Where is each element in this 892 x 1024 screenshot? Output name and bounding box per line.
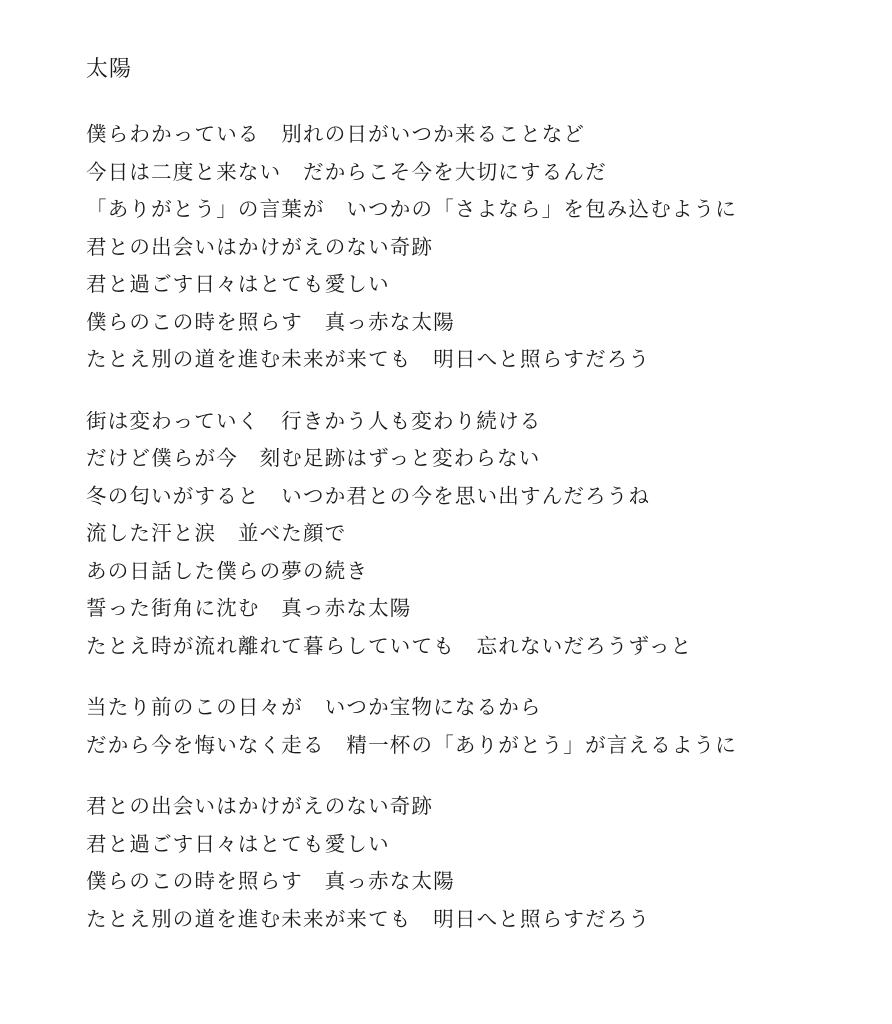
lyric-line: 誓った街角に沈む 真っ赤な太陽 — [86, 596, 412, 620]
lyric-line: たとえ時が流れ離れて暮らしていても 忘れないだろうずっと — [86, 633, 693, 658]
lyric-line: 君と過ごす日々はとても愛しい — [86, 272, 390, 296]
lyric-line: 「ありがとう」の言葉が いつかの「さよなら」を包み込むように — [86, 197, 737, 221]
lyric-line: 君と過ごす日々はとても愛しい — [86, 831, 390, 856]
lyric-line: 今日は二度と来ない だからこそ今を大切にするんだ — [86, 159, 607, 184]
lyric-line: だから今を悔いなく走る 精一杯の「ありがとう」が言えるように — [86, 732, 737, 757]
lyric-line: 流した汗と涙 並べた顔で — [86, 521, 347, 545]
lyric-line: 僕らのこの時を照らす 真っ赤な太陽 — [86, 309, 455, 334]
lyric-line: 当たり前のこの日々が いつか宝物になるから — [86, 695, 542, 719]
stanza-4 — [86, 788, 876, 938]
song-title: 太陽 — [86, 57, 133, 82]
lyric-line: だけど僕らが今 刻む足跡はずっと変わらない — [86, 446, 541, 470]
lyric-line: 君との出会いはかけがえのない奇跡 — [86, 234, 434, 259]
stanza-1 — [86, 116, 876, 379]
lyric-line: 僕らわかっている 別れの日がいつか来ることなど — [86, 122, 586, 146]
lyric-line: あの日話した僕らの夢の続き — [86, 558, 369, 583]
lyric-line: たとえ別の道を進む未来が来ても 明日へと照らすだろう — [86, 906, 651, 931]
lyric-line: 僕らのこの時を照らす 真っ赤な太陽 — [86, 869, 455, 893]
lyric-line: 君との出会いはかけがえのない奇跡 — [86, 794, 434, 818]
lyric-line: たとえ別の道を進む未来が来ても 明日へと照らすだろう — [86, 347, 651, 371]
lyric-line: 街は変わっていく 行きかう人も変わり続ける — [86, 408, 542, 433]
stanza-3 — [86, 689, 876, 764]
lyrics-document — [86, 54, 876, 962]
lyric-line: 冬の匂いがすると いつか君との今を思い出すんだろうね — [86, 483, 651, 508]
stanza-2 — [86, 403, 876, 666]
